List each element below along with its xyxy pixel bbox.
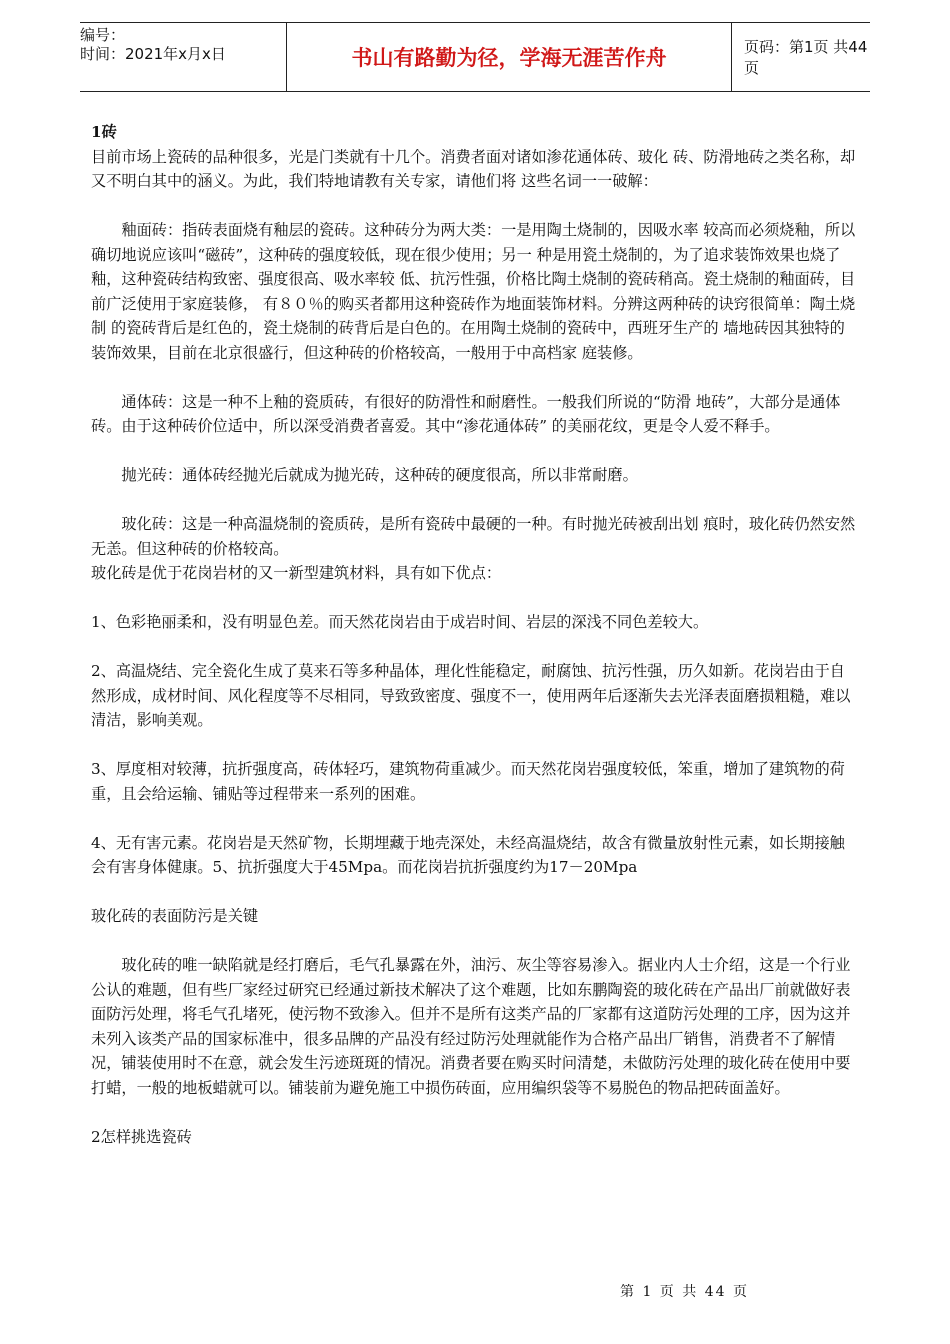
intro-paragraph: 目前市场上瓷砖的品种很多，光是门类就有十几个。消费者面对诸如渗花通体砖、玻化 砖、防滑地砖之类名称，却又不明白其中的涵义。为此，我们特地请教有关专家，请他们将 这些名词一一破解： bbox=[91, 147, 856, 190]
stain-protection-title: 玻化砖的表面防污是关键 bbox=[91, 907, 259, 925]
header-motto: 书山有路勤为径，学海无涯苦作舟 bbox=[286, 23, 732, 91]
header-left-cell bbox=[80, 23, 286, 91]
document-time-label: 时间：2021年x月x日 bbox=[80, 45, 226, 63]
header-page-info: 页码：第1页 共44页 bbox=[744, 38, 868, 77]
stain-protection-paragraph: 玻化砖的唯一缺陷就是经打磨后，毛气孔暴露在外，油污、灰尘等容易渗入。据业内人士介绍，这是一个行业公认的难题，但有些厂家经过研究已经通过新技术解决了这个难题，比如东鹏陶瓷的玻化砖在产品出厂前就做好表面防污处理，将毛气孔堵死，使污物不致渗入。但并不是所有这类产品的厂家都有这道防污处理的工序，因为这并未列入该类产品的国家标准中，很多品牌的产品没有经过防污处理就能作为合格产品出厂销售，消费者不了解情况，铺装使用时不在意，就会发生污迹斑斑的情况。消费者要在购买时问清楚，未做防污处理的玻化砖在使用中要打蜡，一般的地板蜡就可以。铺装前为避免施工中损伤砖面，应用编织袋等不易脱色的物品把砖面盖好。 bbox=[91, 956, 851, 1097]
vitrified-tile-paragraph: 玻化砖：这是一种高温烧制的瓷质砖，是所有瓷砖中最硬的一种。有时抛光砖被刮出划 痕时，玻化砖仍然安然无恙。但这种砖的价格较高。 bbox=[91, 515, 856, 558]
section-title-1: 1砖 bbox=[91, 123, 117, 141]
document-number-label: 编号： bbox=[80, 26, 126, 44]
advantages-intro: 玻化砖是优于花岗岩材的又一新型建筑材料，具有如下优点： bbox=[91, 564, 502, 582]
page-footer: 第 1 页 共 44 页 bbox=[620, 1284, 749, 1300]
advantage-2: 2、高温烧结、完全瓷化生成了莫来石等多种晶体，理化性能稳定，耐腐蚀、抗污性强，历久如新。花岗岩由于自然形成，成材时间、风化程度等不尽相同，导致致密度、强度不一，使用两年后逐渐失去光泽表面磨损粗糙，难以清洁，影响美观。 bbox=[91, 662, 851, 729]
advantage-3: 3、厚度相对较薄，抗折强度高，砖体轻巧，建筑物荷重减少。而天然花岗岩强度较低，笨重，增加了建筑物的荷重，且会给运输、铺贴等过程带来一系列的困难。 bbox=[91, 760, 845, 803]
through-body-tile-paragraph: 通体砖：这是一种不上釉的瓷质砖，有很好的防滑性和耐磨性。一般我们所说的“防滑 地砖”，大部分是通体砖。由于这种砖价位适中，所以深受消费者喜爱。其中“渗花通体砖” 的美丽花纹，更是令人爱不释手。 bbox=[91, 392, 841, 435]
page-header bbox=[80, 22, 870, 92]
document-body bbox=[91, 120, 859, 1149]
polished-tile-paragraph: 抛光砖：通体砖经抛光后就成为抛光砖，这种砖的硬度很高，所以非常耐磨。 bbox=[121, 466, 638, 484]
section-title-2: 2怎样挑选瓷砖 bbox=[91, 1127, 192, 1146]
advantage-1: 1、色彩艳丽柔和，没有明显色差。而天然花岗岩由于成岩时间、岩层的深浅不同色差较大。 bbox=[91, 613, 709, 631]
glazed-tile-paragraph: 釉面砖：指砖表面烧有釉层的瓷砖。这种砖分为两大类：一是用陶土烧制的，因吸水率 较高而必须烧釉，所以确切地说应该叫“磁砖”，这种砖的强度较低，现在很少使用；另一 种是用瓷土烧制的，为了追求装饰效果也烧了釉，这种瓷砖结构致密、强度很高、吸水率较 低、抗污性强，价格比陶土烧制的瓷砖稍高。瓷土烧制的釉面砖，目前广泛使用于家庭装修， 有８０％的购买者都用这种瓷砖作为地面装饰材料。分辨这两种砖的诀窍很简单：陶土烧制 的瓷砖背后是红色的，瓷土烧制的砖背后是白色的。在用陶土烧制的瓷砖中，西班牙生产的 墙地砖因其独特的装饰效果，目前在北京很盛行，但这种砖的价格较高，一般用于中高档家 庭装修。 bbox=[91, 221, 856, 362]
advantage-4: 4、无有害元素。花岗岩是天然矿物，长期埋藏于地壳深处，未经高温烧结，故含有微量放射性元素，如长期接触会有害身体健康。5、抗折强度大于45Mpa。而花岗岩抗折强度约为17－20Mpa bbox=[91, 833, 845, 876]
